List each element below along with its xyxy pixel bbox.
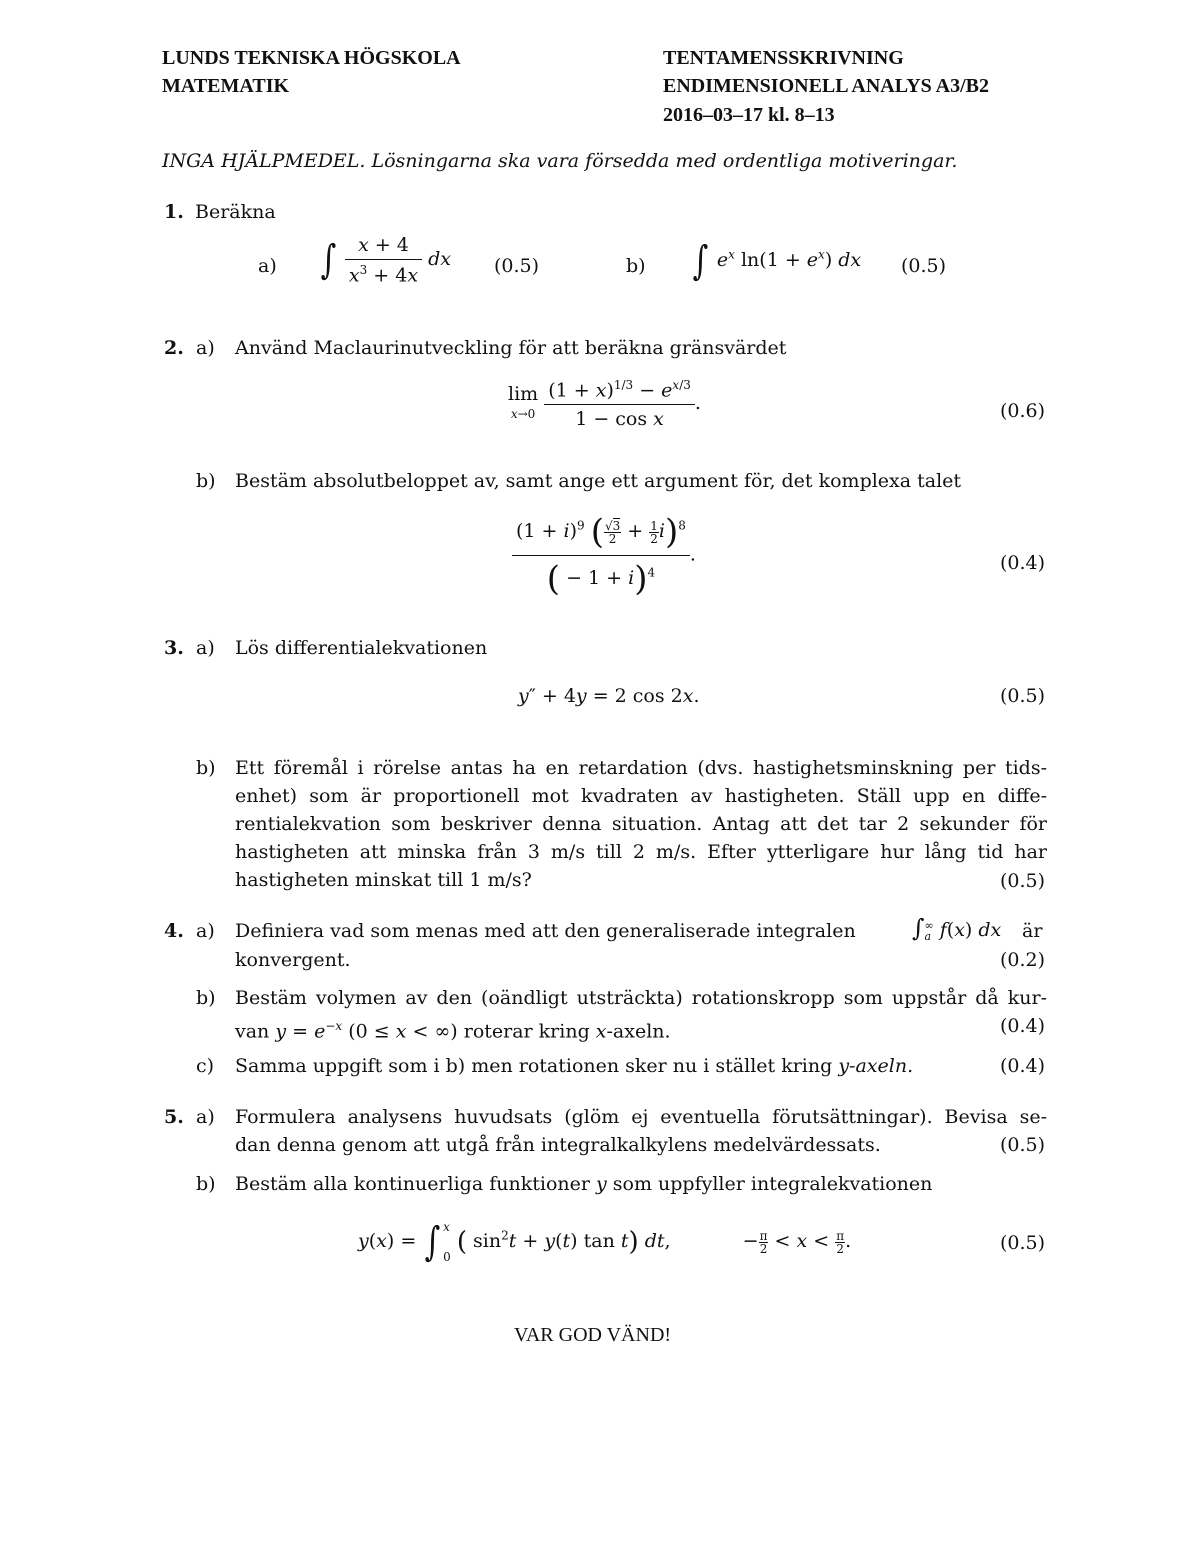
q4a-line2: konvergent. xyxy=(235,949,351,971)
q4a-line1-end: är xyxy=(1022,920,1043,942)
q5b-formula: y(x) = ∫ x 0 ( $\sin^2t + y(t)$ tan t) dt, − $\frac{\pi}{2}$ < x < $\frac{\pi}{2}$ . xyxy=(358,1219,852,1265)
q5a-text xyxy=(235,1103,1047,1159)
q4a-label: a) xyxy=(196,920,215,942)
q4b-points: (0.4) xyxy=(1000,1015,1046,1037)
q4b-line2-post: roterar kring xyxy=(463,1020,590,1043)
q4b-line1: Bestäm volymen av den (oändligt utsträckta) rotationskropp som uppstår då kur- xyxy=(235,987,1047,1009)
q3a-label: a) xyxy=(196,637,215,659)
q3b-text xyxy=(235,754,1047,894)
q4b-label: b) xyxy=(196,987,216,1009)
q2a-label: a) xyxy=(196,337,215,359)
q3b-line: hastigheten att minska från 3 m/s till 2 m/s. Efter ytterligare hur lång tid har xyxy=(235,841,1047,863)
q5a-points: (0.5) xyxy=(1000,1134,1046,1156)
q4a-line1: Definiera vad som menas med att den generaliserade integralen xyxy=(235,920,856,942)
q5b-text: Bestäm alla kontinuerliga funktioner y som uppfyller integralekvationen xyxy=(235,1173,933,1195)
q3b-line: Ett föremål i rörelse antas ha en retardation (dvs. hastighetsminskning per tids- xyxy=(235,757,1047,779)
q5b-text-post: som uppfyller integralekvationen xyxy=(612,1173,933,1195)
q3a-formula: y″ + 4y = 2 cos 2x. xyxy=(518,685,700,707)
q4c-points: (0.4) xyxy=(1000,1055,1046,1077)
q4c-label: c) xyxy=(196,1055,215,1077)
q2b-text: Bestäm absolutbeloppet av, samt ange ett argument för, det komplexa talet xyxy=(235,470,962,492)
q3b-line: enhet) som är proportionell mot kvadraten av hastigheten. Ställ upp en diffe- xyxy=(235,785,1047,807)
q4c-axis: y-axeln. xyxy=(838,1055,914,1077)
instructions: INGA HJÄLPMEDEL. Lösningarna ska vara försedda med ordentliga motiveringar. xyxy=(162,150,958,172)
q2b-formula: $(1 + i)^9$ ( $\frac{√3}{2}$ + $\frac{1}{2}$ i)$^8$ ( − 1 + i)$^4$ . xyxy=(512,512,696,599)
q4a-points: (0.2) xyxy=(1000,949,1046,971)
q5b-text-pre: Bestäm alla kontinuerliga funktioner xyxy=(235,1173,590,1195)
q4c-text xyxy=(235,1055,913,1077)
q1b-formula: ∫ $e^x$ $\ln(1 + e^x)$ dx xyxy=(692,238,862,284)
q3a-points: (0.5) xyxy=(1000,685,1046,707)
q5b-points: (0.5) xyxy=(1000,1232,1046,1254)
question-1-text: Beräkna xyxy=(195,201,276,223)
q1a-points: (0.5) xyxy=(494,255,540,277)
q3a-text: Lös differentialekvationen xyxy=(235,637,488,659)
q3b-points: (0.5) xyxy=(1000,870,1046,892)
q4c-text-main: Samma uppgift som i b) men rotationen sker nu i stället kring xyxy=(235,1055,833,1077)
department-name: MATEMATIK xyxy=(162,75,290,97)
q1a-formula: ∫ $\frac{x + 4}{x^3 + 4x}$ dx xyxy=(320,234,451,287)
q5a-label: a) xyxy=(196,1106,215,1128)
exam-title: TENTAMENSSKRIVNING xyxy=(663,47,904,69)
q2b-label: b) xyxy=(196,470,216,492)
footer-turn-page: VAR GOD VÄND! xyxy=(514,1324,672,1346)
q3b-line: hastigheten minskat till 1 m/s? xyxy=(235,869,532,891)
q1b-label: b) xyxy=(626,255,646,277)
q2b-points: (0.4) xyxy=(1000,552,1046,574)
q3b-line: rentialekvation som beskriver denna situation. Antag att det tar 2 sekunder för xyxy=(235,813,1047,835)
question-4-number: 4. xyxy=(164,920,184,942)
question-1-number: 1. xyxy=(164,201,184,223)
q2a-formula: lim x→0 $\frac{(1 + x)^{1/3} - e^{x/3}}{\text{1 − cos x}}$ . xyxy=(508,378,701,431)
q4b-line2: van $y = e^{-x}$ (0 ≤ x < ∞) roterar kring x-axeln. xyxy=(235,1019,671,1043)
school-name: LUNDS TEKNISKA HÖGSKOLA xyxy=(162,47,461,69)
q3b-label: b) xyxy=(196,757,216,779)
q5a-line: dan denna genom att utgå från integralkalkylens medelvärdessats. xyxy=(235,1134,881,1156)
q2a-text: Använd Maclaurinutveckling för att beräkna gränsvärdet xyxy=(235,337,787,359)
q5a-line: Formulera analysens huvudsats (glöm ej eventuella förutsättningar). Bevisa se- xyxy=(235,1106,1047,1128)
q4b-text xyxy=(235,984,1047,1045)
q5b-label: b) xyxy=(196,1173,216,1195)
q2a-points: (0.6) xyxy=(1000,400,1046,422)
exam-date: 2016–03–17 kl. 8–13 xyxy=(663,104,835,126)
q1a-label: a) xyxy=(258,255,277,277)
q1b-points: (0.5) xyxy=(901,255,947,277)
question-5-number: 5. xyxy=(164,1106,184,1128)
course-name: ENDIMENSIONELL ANALYS A3/B2 xyxy=(663,75,990,97)
question-3-number: 3. xyxy=(164,637,184,659)
q4a-integral: ∫ ∞ a f(x) dx xyxy=(912,914,1002,943)
question-2-number: 2. xyxy=(164,337,184,359)
q4b-line2-pre: van xyxy=(235,1020,270,1043)
q4b-line2-end: -axeln. xyxy=(606,1020,671,1043)
